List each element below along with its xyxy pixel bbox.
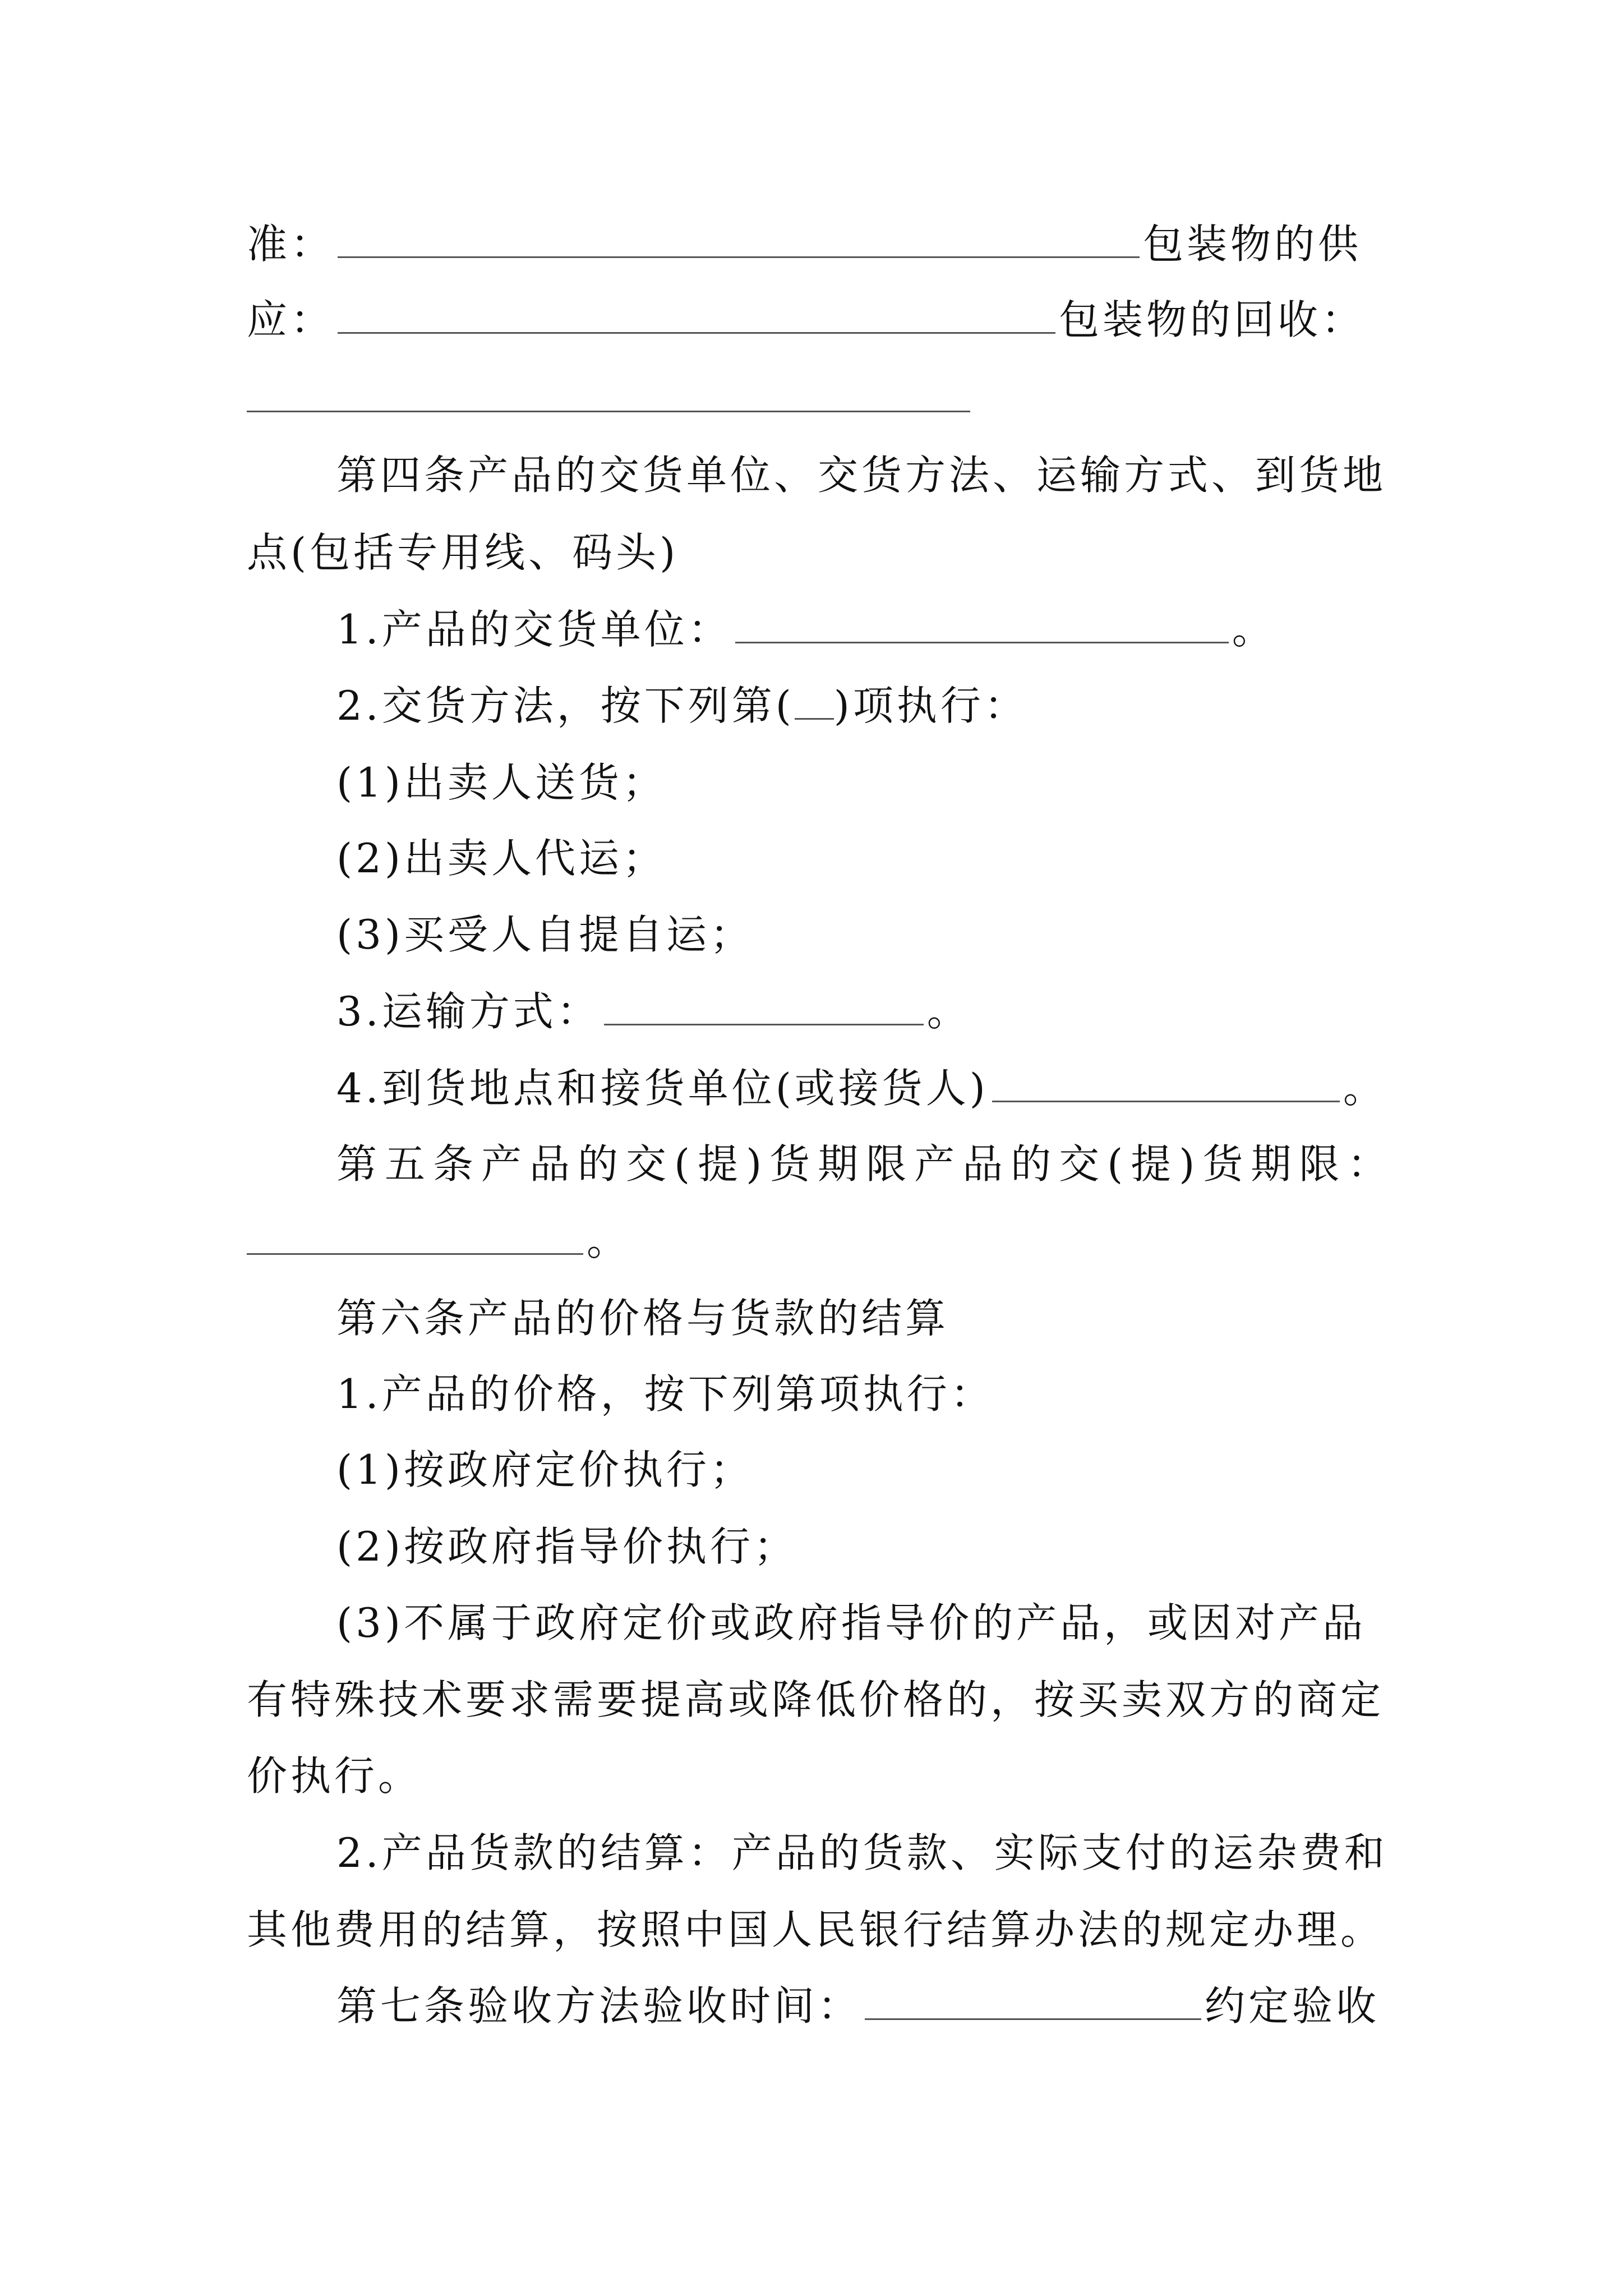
label-supply: 应： [247,296,335,343]
blank-delivery-unit[interactable] [735,609,1229,643]
blank-packaging-supply[interactable] [338,300,1055,334]
delivery-option-3: (3)买受人自提自运； [336,911,754,958]
line-packaging-supply [247,286,1365,353]
label-delivery-method: 2.交货方法，按下列第( [336,682,795,729]
label-delivery-unit: 1.产品的交货单位： [336,606,732,653]
price-option-3-line-1: (3)不属于政府定价或政府指导价的产品，或因对产品 [336,1599,1366,1646]
price-option-2: (2)按政府指导价执行； [336,1523,797,1570]
blank-packaging-recovery[interactable] [247,378,970,412]
label-packaging-recovery: 包装物的回收： [1059,296,1366,343]
line-packaging-standard [247,210,1362,278]
article-4-item-3 [336,978,971,1045]
price-option-3-line-2: 有特殊技术要求需要提高或降低价格的，按买卖双方的商定 [247,1676,1385,1723]
article-4-title-line-1: 第四条产品的交货单位、交货方法、运输方式、到货地 [336,452,1387,499]
line-packaging-recovery-blank [247,365,974,432]
article-5-title: 第五条产品的交(提)货期限产品的交(提)货期限： [336,1140,1396,1188]
article-4-item-1 [336,596,1276,663]
blank-destination[interactable] [992,1068,1340,1102]
period: 。 [1232,606,1276,653]
label-delivery-method-end: )项执行： [833,682,1028,729]
article-6-item-2-line-1: 2.产品货款的结算：产品的货款、实际支付的运杂费和 [336,1829,1388,1876]
article-4-item-2 [336,672,1028,739]
period: 。 [1343,1065,1387,1112]
delivery-option-2: (2)出卖人代运； [336,835,666,882]
article-5-blank-line [247,1207,630,1274]
blank-acceptance-time[interactable] [865,1986,1201,2020]
article-4-item-4 [336,1055,1387,1122]
blank-transport-method[interactable] [604,991,924,1025]
label-agreed-acceptance: 约定验收 [1205,1982,1380,2030]
article-4-title-line-2: 点(包括专用线、码头) [247,529,679,576]
blank-delivery-period[interactable] [247,1221,583,1255]
delivery-option-1: (1)出卖人送货； [336,759,666,806]
price-option-3-line-3: 价执行。 [247,1752,422,1800]
label-transport-method: 3.运输方式： [336,988,601,1035]
blank-packaging-standard[interactable] [338,224,1140,258]
label-acceptance-time: 第七条验收方法验收时间： [336,1982,862,2030]
label-standard: 准： [247,220,335,268]
label-packaging-supply: 包装物的供 [1143,220,1362,268]
period: 。 [587,1217,631,1264]
article-6-item-2-line-2: 其他费用的结算，按照中国人民银行结算办法的规定办理。 [247,1906,1385,1953]
article-6-item-1: 1.产品的价格，按下列第项执行： [336,1370,994,1418]
blank-delivery-method-option[interactable] [795,685,834,720]
article-6-title: 第六条产品的价格与货款的结算 [336,1295,949,1342]
article-7-title [336,1972,1380,2040]
price-option-1: (1)按政府定价执行； [336,1446,754,1493]
label-destination: 4.到货地点和接货单位(或接货人) [336,1065,989,1112]
period: 。 [926,988,971,1035]
